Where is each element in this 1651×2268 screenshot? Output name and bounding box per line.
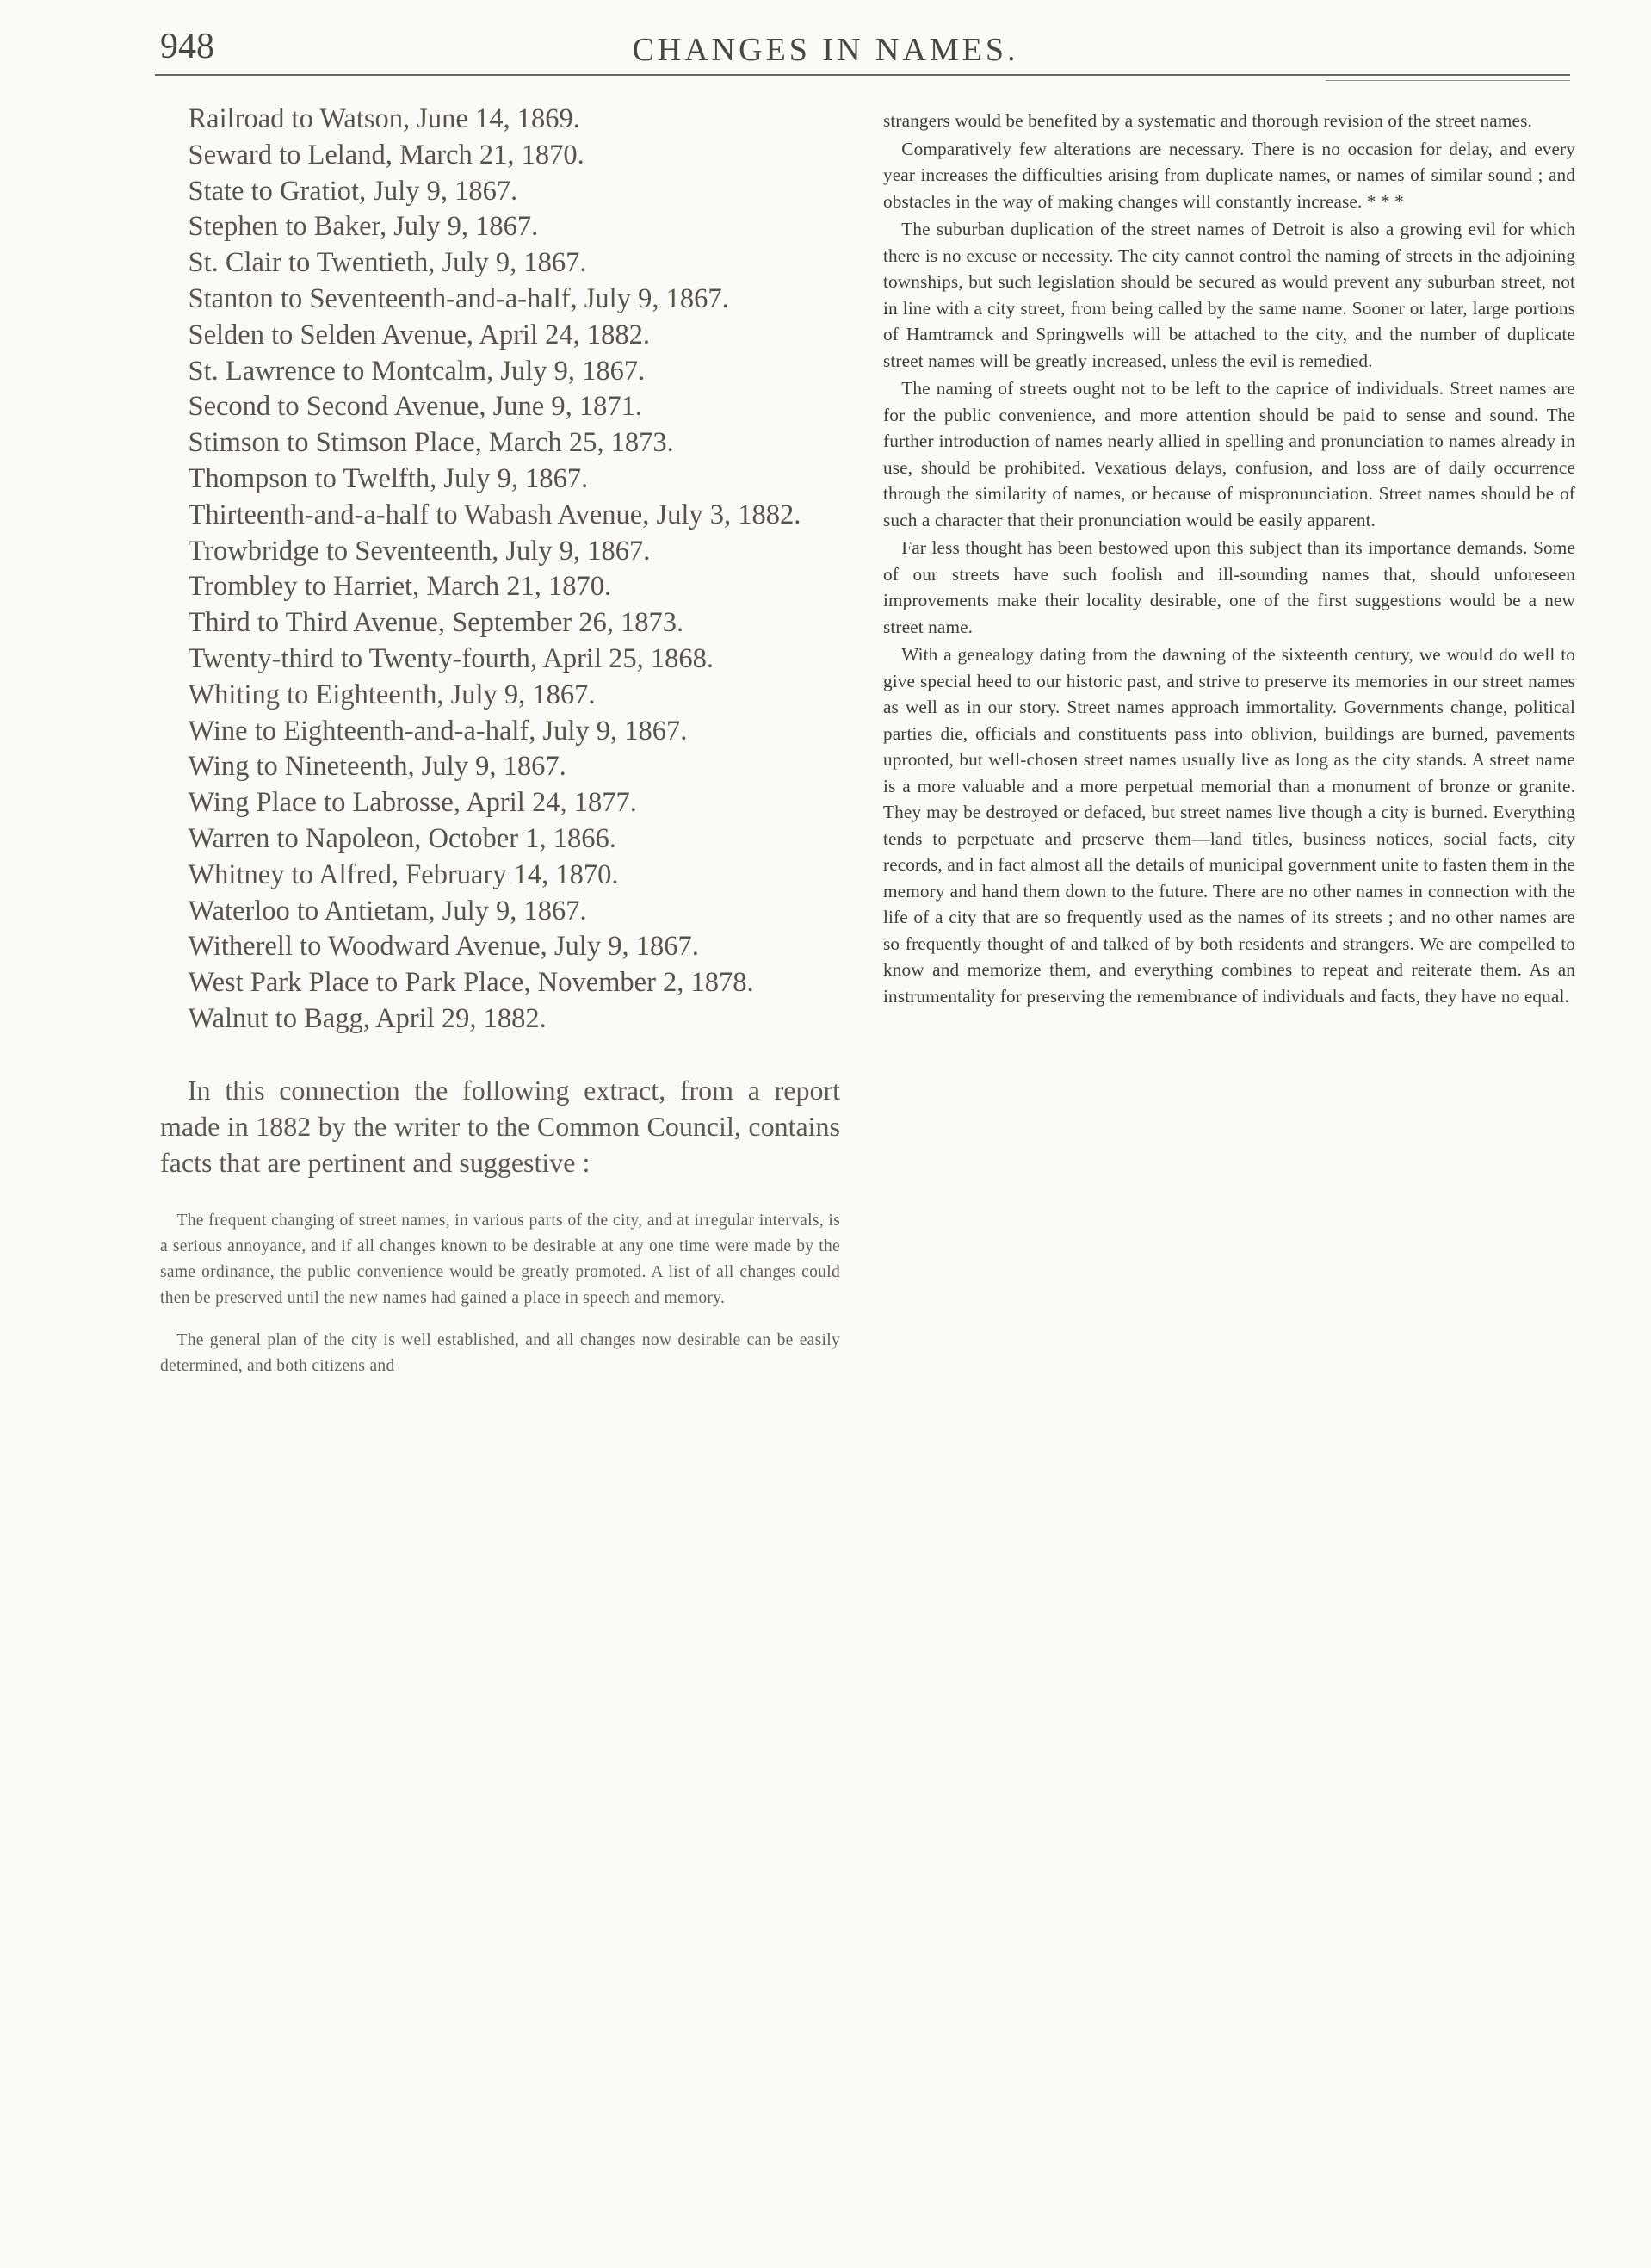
extract-paragraph: The suburban duplication of the street names of Detroit is also a growing evil for which there is no excuse or necessity. The city cannot control the naming of streets in the adjoining townships, but such legislation should be secured as would prevent any suburban street, not in line with a city street, from being called by the same name. Sooner or later, large portions of Hamtramck and Springwells will be attached to the city, and the number of duplicate street names will be greatly increased, unless the evil is remedied. bbox=[883, 219, 1575, 371]
extract-paragraph: The general plan of the city is well established, and all changes now desirable can be easily determined, and both citizens and bbox=[160, 1331, 840, 1376]
list-item: St. Clair to Twentieth, July 9, 1867. bbox=[188, 247, 587, 279]
list-item: Stephen to Baker, July 9, 1867. bbox=[188, 211, 539, 243]
list-item: Railroad to Watson, June 14, 1869. bbox=[188, 103, 580, 134]
list-item: Selden to Selden Avenue, April 24, 1882. bbox=[188, 319, 650, 350]
list-item: Walnut to Bagg, April 29, 1882. bbox=[188, 1002, 547, 1034]
list-item: State to Gratiot, July 9, 1867. bbox=[188, 175, 518, 207]
intro-paragraph: In this connection the following extract, from a report made in 1882 by the writer to the Common Council, contains facts that are pertinent and suggestive : bbox=[160, 1074, 840, 1178]
list-item: Wine to Eighteenth-and-a-half, July 9, 1867. bbox=[188, 715, 688, 747]
list-item: Wing to Nineteenth, July 9, 1867. bbox=[188, 751, 566, 783]
list-item: Stanton to Seventeenth-and-a-half, July 9, 1867. bbox=[188, 282, 729, 314]
list-item: Thompson to Twelfth, July 9, 1867. bbox=[188, 462, 589, 494]
list-item: Stimson to Stimson Place, March 25, 1873. bbox=[188, 427, 674, 459]
list-item: St. Lawrence to Montcalm, July 9, 1867. bbox=[188, 355, 646, 387]
extract-paragraph: strangers would be benefited by a systematic and thorough revision of the street names. bbox=[883, 110, 1532, 131]
page-number: 948 bbox=[160, 27, 214, 66]
list-item: Twenty-third to Twenty-fourth, April 25, 1868. bbox=[188, 642, 714, 674]
list-item: Warren to Napoleon, October 1, 1866. bbox=[188, 822, 616, 854]
list-item: Whiting to Eighteenth, July 9, 1867. bbox=[188, 679, 596, 710]
extract-paragraph: With a genealogy dating from the dawning of the sixteenth century, we would do well to give special heed to our historic past, and strive to preserve its memories in our street names as well as in our story. Street names approach immortality. Governments change, political parties die, officials and constituents pass into oblivion, buildings are burned, pavements uprooted, but well-chosen street names usually live as long as the city stands. A street name is a more valuable and a more perpetual memorial than a monument of bronze or granite. They may be destroyed or defaced, but street names live though a city is burned. Everything tends to perpetuate and preserve them—land titles, business notices, social facts, city records, and in fact almost all the details of municipal government unite to fasten them in the memory and hand them down to the future. There are no other names in connection with the life of a city that are so frequently used as the names of its streets ; and no other names are so frequently thought of and talked of by both residents and strangers. We are compelled to know and memorize them, and everything combines to repeat and reiterate them. As an instrumentality for preserving the remembrance of individuals and facts, they have no equal. bbox=[883, 644, 1575, 1007]
list-item: Thirteenth-and-a-half to Wabash Avenue, July 3, 1882. bbox=[188, 499, 801, 530]
right-column bbox=[883, 108, 1575, 1009]
list-item: Wing Place to Labrosse, April 24, 1877. bbox=[188, 787, 637, 819]
extract-paragraph: The frequent changing of street names, in various parts of the city, and at irregular intervals, is a serious annoyance, and if all changes known to be desirable at any one time were made by the same ordinance, the public convenience would be greatly promoted. A list of all changes could then be preserved until the new names had gained a place in speech and memory. bbox=[160, 1211, 840, 1307]
list-item: Third to Third Avenue, September 26, 1873. bbox=[188, 607, 684, 639]
header-rule bbox=[155, 74, 1570, 76]
list-item: Seward to Leland, March 21, 1870. bbox=[188, 139, 584, 170]
list-item: Trowbridge to Seventeenth, July 9, 1867. bbox=[188, 535, 651, 567]
list-item: Whitney to Alfred, February 14, 1870. bbox=[188, 858, 619, 890]
extract-paragraph: Comparatively few alterations are necessary. There is no occasion for delay, and every year increases the difficulties arising from duplicate names, or names of similar sound ; and obstacles in the way of making changes will constantly increase. * * * bbox=[883, 138, 1575, 212]
running-title: CHANGES IN NAMES. bbox=[632, 32, 1019, 68]
list-item: Trombley to Harriet, March 21, 1870. bbox=[188, 571, 612, 603]
list-item: Waterloo to Antietam, July 9, 1867. bbox=[188, 895, 587, 926]
list-item: Witherell to Woodward Avenue, July 9, 1867. bbox=[188, 931, 699, 963]
left-column bbox=[160, 102, 840, 1397]
list-item: Second to Second Avenue, June 9, 1871. bbox=[188, 391, 642, 423]
name-change-list bbox=[160, 102, 840, 1038]
extract-paragraph: Far less thought has been bestowed upon this subject than its importance demands. Some of our streets have such foolish and ill-sounding names that, should unforeseen improvements make their locality desirable, one of the first suggestions would be a new street name. bbox=[883, 537, 1575, 637]
header-rule-secondary bbox=[1326, 80, 1570, 81]
list-item: West Park Place to Park Place, November 2, 1878. bbox=[188, 967, 754, 999]
extract-paragraph: The naming of streets ought not to be left to the caprice of individuals. Street names are for the public convenience, and more attention should be paid to sense and sound. The further introduction of names nearly allied in spelling and pronunciation to names already in use, should be prohibited. Vexatious delays, confusion, and loss are of daily occurrence through the similarity of names, or because of mispronunciation. Street names should be of such a character that their pronunciation would be easily apparent. bbox=[883, 378, 1575, 530]
